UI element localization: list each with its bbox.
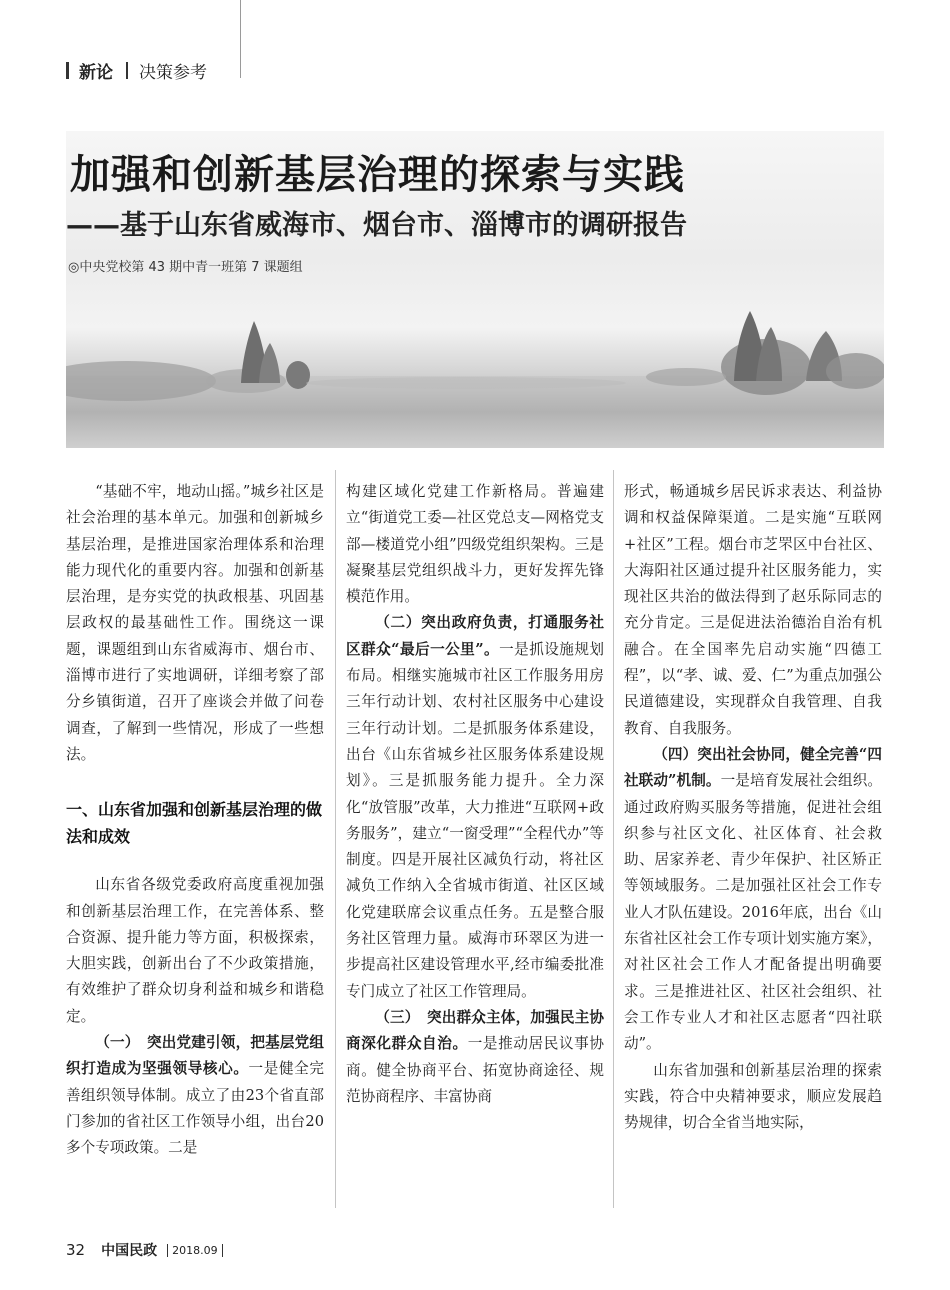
article-author: ◎中央党校第 43 期中青一班第 7 课题组 <box>68 260 303 275</box>
column-2 <box>346 479 604 1110</box>
column-divider-2 <box>613 470 614 1208</box>
header-separator <box>126 62 128 79</box>
paragraph-text: 一是健全完善组织领导体制。成立了由23个省直部门参加的省社区工作领导小组，出台20多个专项政策。二是 <box>66 1060 324 1157</box>
article-subtitle: ——基于山东省威海市、烟台市、淄博市的调研报告 <box>66 210 687 241</box>
issue-number: 2018.09 <box>172 1243 218 1257</box>
paragraph <box>624 742 882 1058</box>
paragraph: 山东省加强和创新基层治理的探索实践，符合中央精神要求，顺应发展趋势规律，切合全省当地实际， <box>624 1061 882 1132</box>
section-category: 新论 <box>79 62 113 83</box>
paragraph: “基础不牢，地动山摇。”城乡社区是社会治理的基本单元。加强和创新城乡基层治理，是推进国家治理体系和治理能力现代化的重要内容。加强和创新基层治理，是夯实党的执政根基、巩固基层政权的最基础性工作。围绕这一课题，课题组到山东省威海市、烟台市、淄博市进行了实地调研，详细考察了部分乡镇街道，召开了座谈会并做了问卷调查，了解到一些情况，形成了一些想法。 <box>66 483 324 763</box>
column-1 <box>66 479 324 1162</box>
paragraph: 构建区域化党建工作新格局。普遍建立“街道党工委—社区党总支—网格党支部—楼道党小组”四级党组织架构。三是凝聚基层党组织战斗力，更好发挥先锋模范作用。 <box>346 483 604 606</box>
column-divider-1 <box>335 470 336 1208</box>
column-3 <box>624 479 882 1136</box>
paragraph: 形式，畅通城乡居民诉求表达、利益协调和权益保障渠道。二是实施“互联网+社区”工程。烟台市芝罘区中台社区、大海阳社区通过提升社区服务能力，实现社区共治的做法得到了赵乐际同志的充分肯定。三是促进法治德治自治有机融合。在全国率先启动实施“四德工程”，以“孝、诚、爱、仁”为重点加强公民道德建设，实现群众自我管理、自我教育、自我服务。 <box>624 483 882 737</box>
footer-separator <box>222 1244 223 1257</box>
section-subcategory: 决策参考 <box>139 62 207 83</box>
paragraph <box>346 1005 604 1110</box>
paragraph <box>346 610 604 1004</box>
paragraph: 山东省各级党委政府高度重视加强和创新基层治理工作，在完善体系、整合资源、提升能力等方面，积极探索，大胆实践，创新出台了不少政策措施，有效维护了群众切身利益和城乡和谐稳定。 <box>66 876 324 1025</box>
paragraph-text: 一是培育发展社会组织。通过政府购买服务等措施，促进社会组织参与社区文化、社区体育、社会救助、居家养老、青少年保护、社区矫正等领域服务。二是加强社区社会工作专业人才队伍建设。2016年底，出台《山东省社区社会工作专项计划实施方案》，对社区社会工作人才配备提出明确要求。三是推进社区、社区社会组织、社会工作专业人才和社区志愿者“四社联动”。 <box>624 772 882 1053</box>
paragraph <box>66 1030 324 1161</box>
page-footer <box>66 1240 227 1260</box>
bold-lead: （一） 突出党建引领，把基层党组织打造成为坚强领导核心。 <box>66 1034 324 1078</box>
paragraph-text: 一是抓设施规划布局。相继实施城市社区工作服务用房三年行动计划、农村社区服务中心建设三年行动计划。二是抓服务体系建设，出台《山东省城乡社区服务体系建设规划》。三是抓服务能力提升。全力深化“放管服”改革，大力推进“互联网+政务服务”，建立“一窗受理”“全程代办”等制度。四是开展社区减负行动，将社区减负工作纳入全省城市街道、社区区域化党建联席会议重点任务。五是整合服务社区管理力量。威海市环翠区为进一步提高社区建设管理水平,经市编委批准专门成立了社区工作管理局。 <box>346 640 604 1000</box>
footer-separator <box>167 1244 168 1257</box>
article-title: 加强和创新基层治理的探索与实践 <box>70 152 685 198</box>
header-bar <box>66 62 69 79</box>
hero-banner <box>66 131 884 448</box>
bold-lead: （三） 突出群众主体，加强民主协商深化群众自治。 <box>346 1008 604 1053</box>
paragraph-text: 一是推动居民议事协商。健全协商平台、拓宽协商途径、规范协商程序、丰富协商 <box>346 1035 604 1105</box>
bold-lead: （二）突出政府负责，打通服务社区群众“最后一公里”。 <box>346 614 604 658</box>
bold-lead: （四）突出社会协同，健全完善“四社联动”机制。 <box>624 745 882 790</box>
magazine-name: 中国民政 <box>101 1243 158 1259</box>
section-header <box>66 57 207 83</box>
header-divider-line <box>240 0 241 78</box>
page-number: 32 <box>66 1241 86 1259</box>
section-heading: 一、山东省加强和创新基层治理的做法和成效 <box>66 800 323 847</box>
